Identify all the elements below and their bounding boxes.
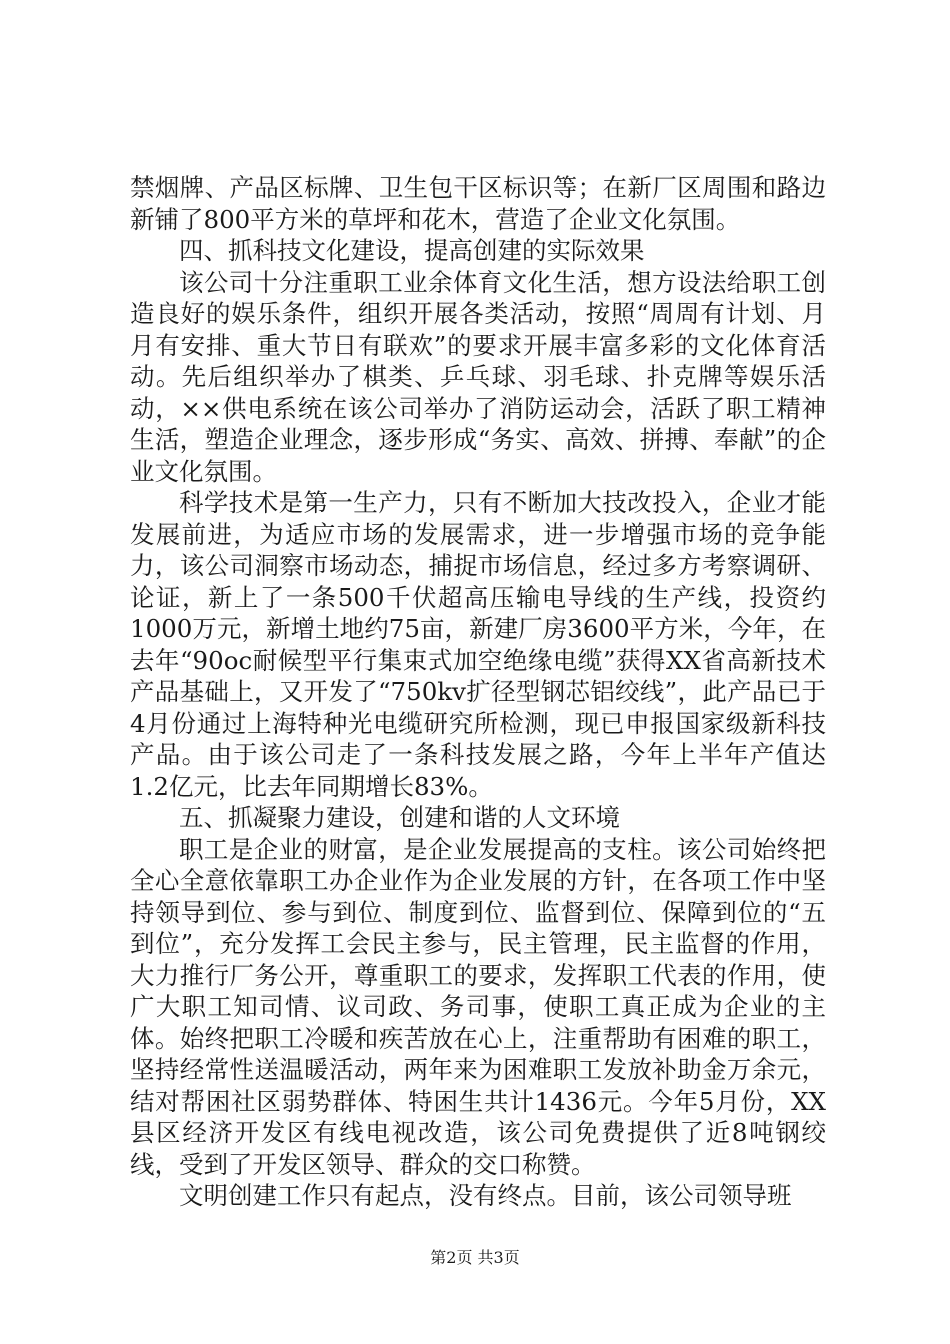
- paragraph-4: 职工是企业的财富，是企业发展提高的支柱。该公司始终把全心全意依靠职工办企业作为企业发展的方针，在各项工作中坚持领导到位、参与到位、制度到位、监督到位、保障到位的“五到位”，充分发挥工会民主参与，民主管理，民主监督的作用，大力推行厂务公开，尊重职工的要求，发挥职工代表的作用，使广大职工知司情、议司政、务司事，使职工真正成为企业的主体。始终把职工冷暖和疾苦放在心上，注重帮助有困难的职工，坚持经常性送温暖活动，两年来为困难职工发放补助金万余元，结对帮困社区弱势群体、特困生共计1436元。今年5月份，XX县区经济开发区有线电视改造，该公司免费提供了近8吨钢绞线，受到了开发区领导、群众的交口称赞。: [130, 834, 826, 1179]
- paragraph-5: 文明创建工作只有起点，没有终点。目前，该公司领导班: [179, 1181, 792, 1210]
- page-footer: 第2页 共3页: [430, 1248, 520, 1267]
- section-heading-5: 五、抓凝聚力建设，创建和谐的人文环境: [179, 803, 620, 832]
- paragraph-1: 禁烟牌、产品区标牌、卫生包干区标识等；在新厂区周围和路边新铺了800平方米的草坪和花木，营造了企业文化氛围。: [130, 173, 826, 234]
- paragraph-2: 该公司十分注重职工业余体育文化生活，想方设法给职工创造良好的娱乐条件，组织开展各类活动，按照“周周有计划、月月有安排、重大节日有联欢”的要求开展丰富多彩的文化体育活动。先后组织举办了棋类、乒乓球、羽毛球、扑克牌等娱乐活动，××供电系统在该公司举办了消防运动会，活跃了职工精神生活，塑造企业理念，逐步形成“务实、高效、拼搏、奉献”的企业文化氛围。: [130, 267, 826, 486]
- document-body: [130, 172, 826, 1212]
- section-heading-4: 四、抓科技文化建设，提高创建的实际效果: [179, 236, 645, 265]
- paragraph-3: 科学技术是第一生产力，只有不断加大技改投入，企业才能发展前进，为适应市场的发展需求，进一步增强市场的竞争能力，该公司洞察市场动态，捕捉市场信息，经过多方考察调研、论证，新上了一条500千伏超高压输电导线的生产线，投资约1000万元，新增土地约75亩，新建厂房3600平方米，今年，在去年“90oc耐候型平行集束式加空绝缘电缆”获得XX省高新技术产品基础上，又开发了“750kv扩径型钢芯铝绞线”，此产品已于4月份通过上海特种光电缆研究所检测，现已申报国家级新科技产品。由于该公司走了一条科技发展之路，今年上半年产值达1.2亿元，比去年同期增长83%。: [130, 488, 826, 801]
